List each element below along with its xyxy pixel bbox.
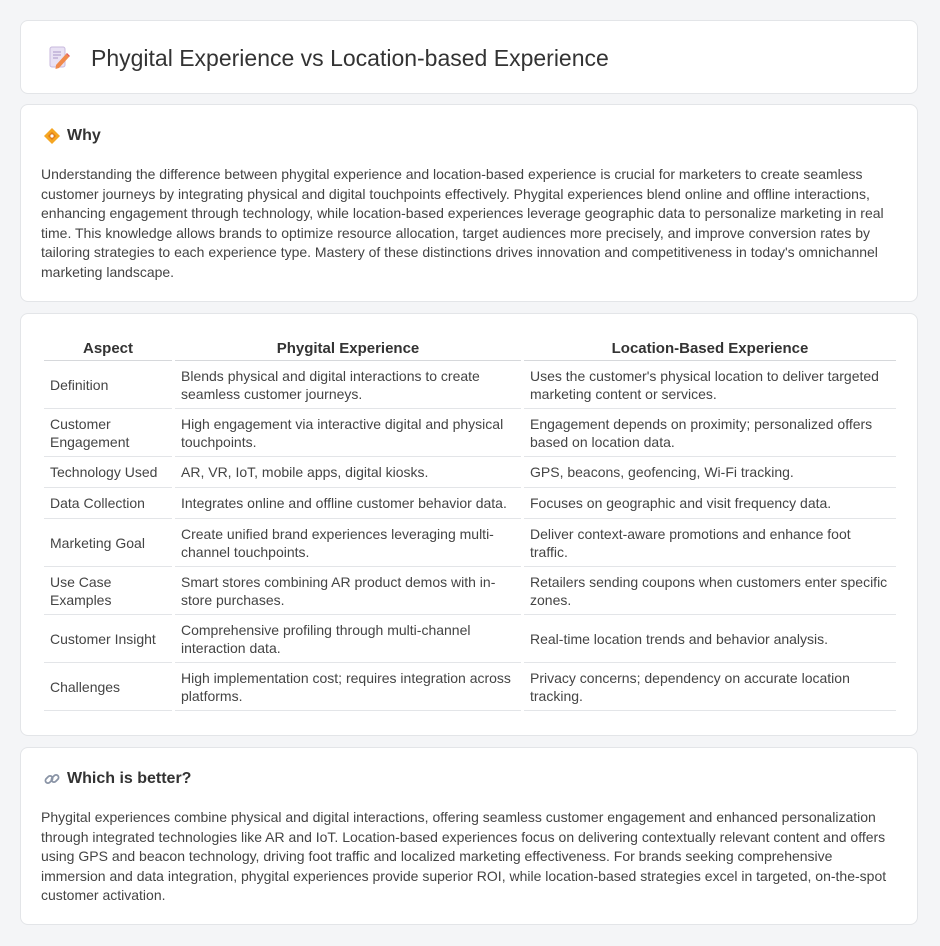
row-location: Uses the customer's physical location to deliver targeted marketing content or services. xyxy=(524,361,896,409)
link-icon xyxy=(43,770,61,788)
table-row xyxy=(44,567,896,615)
header-card xyxy=(20,20,918,94)
row-location: Real-time location trends and behavior analysis. xyxy=(524,615,896,663)
table-row xyxy=(44,519,896,567)
row-location: Privacy concerns; dependency on accurate location tracking. xyxy=(524,663,896,711)
row-aspect: Data Collection xyxy=(44,488,172,519)
row-phygital: Comprehensive profiling through multi-channel interaction data. xyxy=(175,615,521,663)
row-aspect: Use Case Examples xyxy=(44,567,172,615)
diamond-icon xyxy=(43,127,61,145)
row-aspect: Marketing Goal xyxy=(44,519,172,567)
row-aspect: Customer Insight xyxy=(44,615,172,663)
row-phygital: Create unified brand experiences leveraging multi-channel touchpoints. xyxy=(175,519,521,567)
row-phygital: AR, VR, IoT, mobile apps, digital kiosks. xyxy=(175,457,521,488)
why-section xyxy=(20,104,918,302)
row-aspect: Definition xyxy=(44,361,172,409)
table-row xyxy=(44,488,896,519)
row-phygital: Blends physical and digital interactions to create seamless customer journeys. xyxy=(175,361,521,409)
header-location: Location-Based Experience xyxy=(524,334,896,361)
row-phygital: High engagement via interactive digital and physical touchpoints. xyxy=(175,409,521,457)
better-text: Phygital experiences combine physical and digital interactions, offering seamless customer engagement and enhanced personalization through integrated technologies like AR and IoT. Location-based experiences focus on delivering contextually relevant content and offers using GPS and beacon technology, driving foot traffic and localized marketing effectiveness. For brands seeking comprehensive immersion and data integration, phygital experiences provide superior ROI, while location-based strategies excel in targeted, on-the-spot customer activation. xyxy=(41,809,887,903)
which-is-better-section xyxy=(20,747,918,925)
row-location: GPS, beacons, geofencing, Wi-Fi tracking. xyxy=(524,457,896,488)
header-phygital: Phygital Experience xyxy=(175,334,521,361)
table-row xyxy=(44,457,896,488)
better-title: Which is better? xyxy=(67,770,192,787)
table-row xyxy=(44,615,896,663)
row-phygital: Smart stores combining AR product demos with in-store purchases. xyxy=(175,567,521,615)
comparison-table xyxy=(41,334,899,711)
row-location: Engagement depends on proximity; personalized offers based on location data. xyxy=(524,409,896,457)
table-row xyxy=(44,361,896,409)
row-phygital: Integrates online and offline customer behavior data. xyxy=(175,488,521,519)
why-title: Why xyxy=(67,127,101,144)
row-location: Retailers sending coupons when customers enter specific zones. xyxy=(524,567,896,615)
row-aspect: Customer Engagement xyxy=(44,409,172,457)
page-title: Phygital Experience vs Location-based Experience xyxy=(91,45,609,71)
table-row xyxy=(44,663,896,711)
row-aspect: Challenges xyxy=(44,663,172,711)
comparison-table-card xyxy=(20,313,918,736)
row-location: Deliver context-aware promotions and enhance foot traffic. xyxy=(524,519,896,567)
row-aspect: Technology Used xyxy=(44,457,172,488)
row-phygital: High implementation cost; requires integration across platforms. xyxy=(175,663,521,711)
header-aspect: Aspect xyxy=(44,334,172,361)
table-header-row xyxy=(44,334,896,361)
row-location: Focuses on geographic and visit frequency data. xyxy=(524,488,896,519)
table-row xyxy=(44,409,896,457)
why-text: Understanding the difference between phygital experience and location-based experience is crucial for marketers to create seamless customer journeys by integrating physical and digital touchpoints effectively. Phygital experiences blend online and offline interactions, enhancing engagement through technology, while location-based experiences leverage geographic data to personalize marketing in real time. This knowledge allows brands to optimize resource allocation, target audiences more precisely, and improve conversion rates by tailoring strategies to each experience type. Mastery of these distinctions drives innovation and competitiveness in today's omnichannel marketing landscape. xyxy=(41,166,884,280)
document-pencil-icon xyxy=(47,45,71,71)
